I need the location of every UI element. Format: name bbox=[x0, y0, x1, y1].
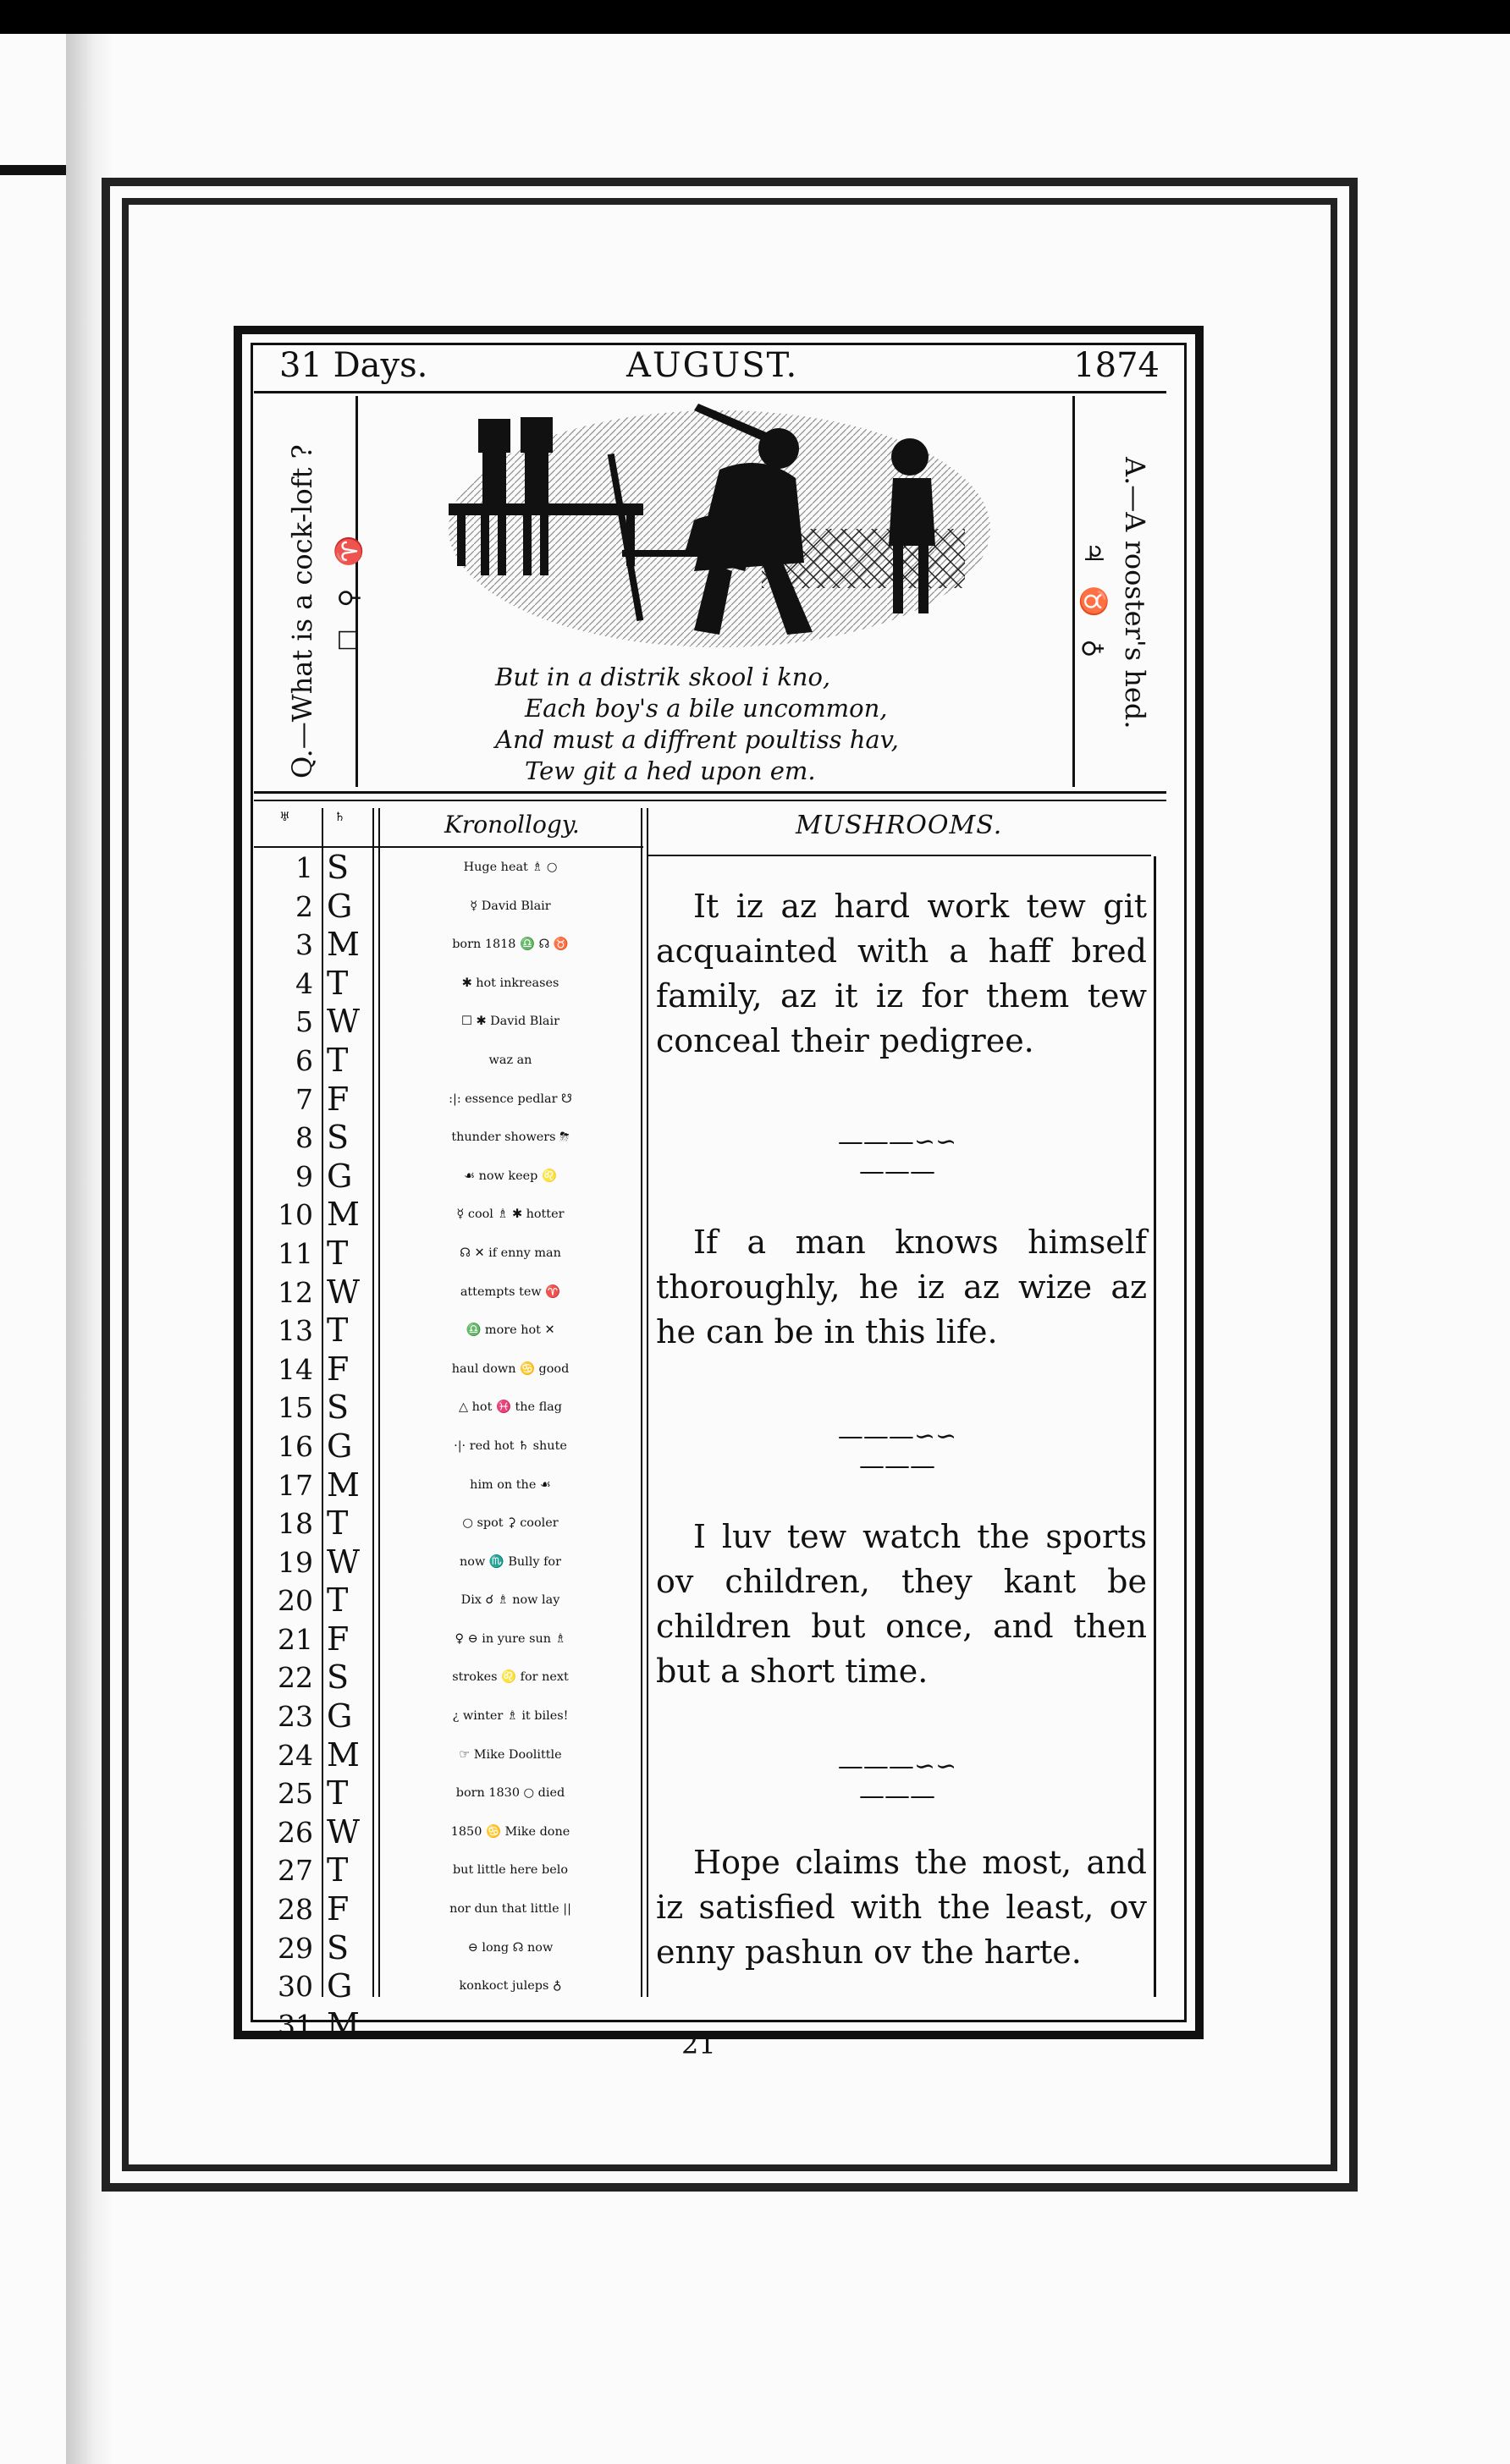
day-letter: G bbox=[327, 887, 353, 925]
day-number: 9 bbox=[295, 1159, 313, 1193]
kronollogy-line: 1850 ♋ Mike done bbox=[450, 1824, 570, 1839]
day-number: 5 bbox=[295, 1005, 313, 1039]
side-answer-symbols: ♃ ♉ ♁ bbox=[1078, 542, 1108, 665]
verse-line: But in a distrik skool i kno, bbox=[495, 663, 831, 691]
day-number: 28 bbox=[278, 1893, 313, 1927]
column-rule bbox=[322, 808, 323, 1997]
kronollogy-line: thunder showers ⛈ bbox=[451, 1130, 570, 1145]
kronollogy-line: △ hot ♓ the flag bbox=[459, 1400, 562, 1415]
day-letter: T bbox=[327, 964, 349, 1002]
kronollogy-line: :|: essence pedlar ☋ bbox=[449, 1092, 572, 1106]
column-head-saturn: ♄ bbox=[334, 811, 345, 824]
column-rule bbox=[1154, 856, 1156, 1997]
day-letter: F bbox=[327, 1350, 350, 1388]
section-rule bbox=[254, 791, 1166, 794]
day-number: 7 bbox=[295, 1082, 313, 1116]
days-count: 31 Days. bbox=[279, 346, 428, 385]
kronollogy-line: ♀ ⊖ in yure sun ♗ bbox=[455, 1631, 566, 1646]
day-number: 20 bbox=[278, 1584, 313, 1618]
column-head-rule bbox=[648, 855, 1151, 856]
day-letter: M bbox=[327, 926, 360, 964]
kronollogy-line: strokes ♌ for next bbox=[452, 1670, 569, 1685]
column-rule bbox=[378, 808, 380, 1997]
day-number: 30 bbox=[278, 1970, 313, 2004]
kronollogy-line: him on the ☙ bbox=[470, 1477, 551, 1492]
verse-line: And must a diffrent poultiss hav, bbox=[495, 725, 899, 754]
day-number: 22 bbox=[278, 1661, 313, 1695]
ornament-divider: ———∽∽——— bbox=[837, 1422, 957, 1481]
kronollogy-line: nor dun that little || bbox=[449, 1902, 571, 1917]
column-rule bbox=[647, 808, 648, 1997]
day-number: 4 bbox=[295, 966, 313, 1000]
kronollogy-line: born 1818 ♎ ☊ ♉ bbox=[452, 938, 569, 952]
day-letter: T bbox=[327, 1851, 349, 1889]
day-letter: F bbox=[327, 1890, 350, 1928]
kronollogy-line: ¿ winter ♗ it biles! bbox=[452, 1709, 569, 1724]
day-number: 25 bbox=[278, 1777, 313, 1811]
mushroom-paragraph: I luv tew watch the sports ov children, they kant be children but once, and then but a short time. bbox=[656, 1518, 1147, 1690]
kronollogy-line: konkoct juleps ♁ bbox=[459, 1979, 562, 1994]
day-number: 17 bbox=[278, 1468, 313, 1502]
kronollogy-line: waz an bbox=[488, 1053, 532, 1067]
kronollogy-line: ☐ ✱ David Blair bbox=[461, 1015, 559, 1029]
kronollogy-line: ✱ hot inkreases bbox=[461, 976, 559, 990]
day-letter: M bbox=[327, 1196, 360, 1234]
verse-line: Tew git a hed upon em. bbox=[525, 756, 816, 785]
day-number: 14 bbox=[278, 1352, 313, 1386]
day-letter: T bbox=[327, 1774, 349, 1812]
kronollogy-line: born 1830 ○ died bbox=[455, 1786, 565, 1801]
day-letter: S bbox=[327, 1928, 350, 1966]
verse bbox=[495, 662, 935, 787]
day-number: 21 bbox=[278, 1622, 313, 1656]
day-letter: M bbox=[327, 1466, 360, 1504]
day-letter: S bbox=[327, 1119, 350, 1157]
day-letter: T bbox=[327, 1581, 349, 1620]
right-side-rule bbox=[1072, 396, 1075, 787]
column-head-rule bbox=[254, 846, 643, 848]
day-letter: G bbox=[327, 1967, 353, 2005]
kronollogy-line: now ♏ Bully for bbox=[460, 1554, 561, 1569]
day-letter: F bbox=[327, 1080, 350, 1118]
kronollogy-line: ☿ cool ♗ ✱ hotter bbox=[456, 1207, 565, 1222]
day-letter: W bbox=[327, 1003, 361, 1041]
side-answer: A.—A rooster's hed. bbox=[1119, 457, 1151, 729]
day-number: 16 bbox=[278, 1429, 313, 1463]
column-rule bbox=[641, 808, 642, 1997]
day-number: 27 bbox=[278, 1854, 313, 1888]
column-head-kronollogy: Kronollogy. bbox=[444, 811, 580, 839]
day-number: 29 bbox=[278, 1931, 313, 1965]
month-title: AUGUST. bbox=[626, 346, 799, 385]
day-letter: G bbox=[327, 1697, 353, 1735]
mushroom-paragraph: Hope claims the most, and iz satisfied with the least, ov enny pashun ov the harte. bbox=[656, 1844, 1147, 1971]
schoolmaster-silhouette-illustration bbox=[440, 402, 999, 656]
day-letter: G bbox=[327, 1157, 353, 1195]
day-letter: M bbox=[327, 2005, 360, 2043]
day-number: 15 bbox=[278, 1391, 313, 1425]
day-numbers bbox=[269, 849, 313, 2044]
day-number: 2 bbox=[295, 889, 313, 923]
mushroom-paragraph: If a man knows himself thoroughly, he iz az wize az he can be in this life. bbox=[656, 1224, 1147, 1350]
mushroom-paragraph: It iz az hard work tew git acquainted with a haff bred family, az it iz for them tew conceal their pedigree. bbox=[656, 888, 1147, 1059]
column-head-uranus: ♅ bbox=[279, 811, 290, 824]
side-question: Q.—What is a cock-loft ? bbox=[286, 444, 318, 778]
day-number: 13 bbox=[278, 1314, 313, 1348]
kronollogy-line: ☊ ✕ if enny man bbox=[460, 1246, 561, 1260]
day-letter: G bbox=[327, 1427, 353, 1465]
day-letter: T bbox=[327, 1312, 349, 1350]
kronollogy-line: attempts tew ♈ bbox=[460, 1284, 561, 1299]
ornament-divider: ———∽∽——— bbox=[837, 1752, 957, 1811]
day-number: 8 bbox=[295, 1121, 313, 1155]
day-letter: S bbox=[327, 1658, 350, 1697]
day-letter: T bbox=[327, 1041, 349, 1079]
kronollogy-line: ○ spot ⚳ cooler bbox=[462, 1516, 559, 1531]
day-letters bbox=[327, 849, 360, 2044]
day-number: 6 bbox=[295, 1043, 313, 1077]
year: 1874 bbox=[1073, 346, 1160, 385]
kronollogy-line: Dix ☌ ♗ now lay bbox=[460, 1593, 560, 1608]
kronollogy-line: but little here belo bbox=[452, 1863, 569, 1878]
kronollogy-line: haul down ♋ good bbox=[451, 1361, 570, 1376]
day-letter: S bbox=[327, 1389, 350, 1427]
header-rule bbox=[254, 391, 1166, 393]
column-rule bbox=[372, 808, 374, 1997]
day-number: 26 bbox=[278, 1815, 313, 1849]
day-number: 10 bbox=[278, 1198, 313, 1232]
calendar-header bbox=[254, 343, 1168, 389]
day-letter: W bbox=[327, 1273, 361, 1311]
day-number: 24 bbox=[278, 1738, 313, 1772]
day-letter: W bbox=[327, 1543, 361, 1581]
column-head-mushrooms: MUSHROOMS. bbox=[796, 811, 1003, 840]
day-number: 19 bbox=[278, 1545, 313, 1579]
day-letter: M bbox=[327, 1735, 360, 1774]
side-question-symbols: ☐ ♀ ♈ bbox=[334, 528, 364, 652]
page-number: 21 bbox=[681, 2028, 716, 2060]
kronollogy-line: ·|· red hot ♄ shute bbox=[454, 1438, 567, 1453]
day-letter: S bbox=[327, 849, 350, 886]
kronollogy-line: ☞ Mike Doolittle bbox=[459, 1747, 562, 1762]
section-rule bbox=[254, 800, 1166, 801]
kronollogy-column bbox=[383, 849, 637, 2006]
day-letter: W bbox=[327, 1812, 361, 1851]
day-number: 11 bbox=[278, 1236, 313, 1270]
kronollogy-line: ♎ more hot ✕ bbox=[466, 1323, 555, 1338]
kronollogy-line: Huge heat ♗ ○ bbox=[463, 861, 558, 874]
day-letter: T bbox=[327, 1234, 349, 1272]
day-number: 31 bbox=[278, 2008, 313, 2042]
kronollogy-line: ⊖ long ☊ now bbox=[467, 1940, 554, 1955]
day-number: 12 bbox=[278, 1275, 313, 1309]
day-letter: T bbox=[327, 1504, 349, 1543]
day-number: 1 bbox=[295, 851, 313, 884]
day-number: 23 bbox=[278, 1700, 313, 1734]
ornament-divider: ———∽∽——— bbox=[837, 1127, 957, 1186]
day-number: 3 bbox=[295, 928, 313, 962]
day-letter: F bbox=[327, 1620, 350, 1658]
day-number: 18 bbox=[278, 1507, 313, 1541]
kronollogy-line: ☙ now keep ♌ bbox=[464, 1169, 557, 1183]
kronollogy-line: ☿ David Blair bbox=[470, 899, 551, 913]
verse-line: Each boy's a bile uncommon, bbox=[525, 694, 888, 723]
